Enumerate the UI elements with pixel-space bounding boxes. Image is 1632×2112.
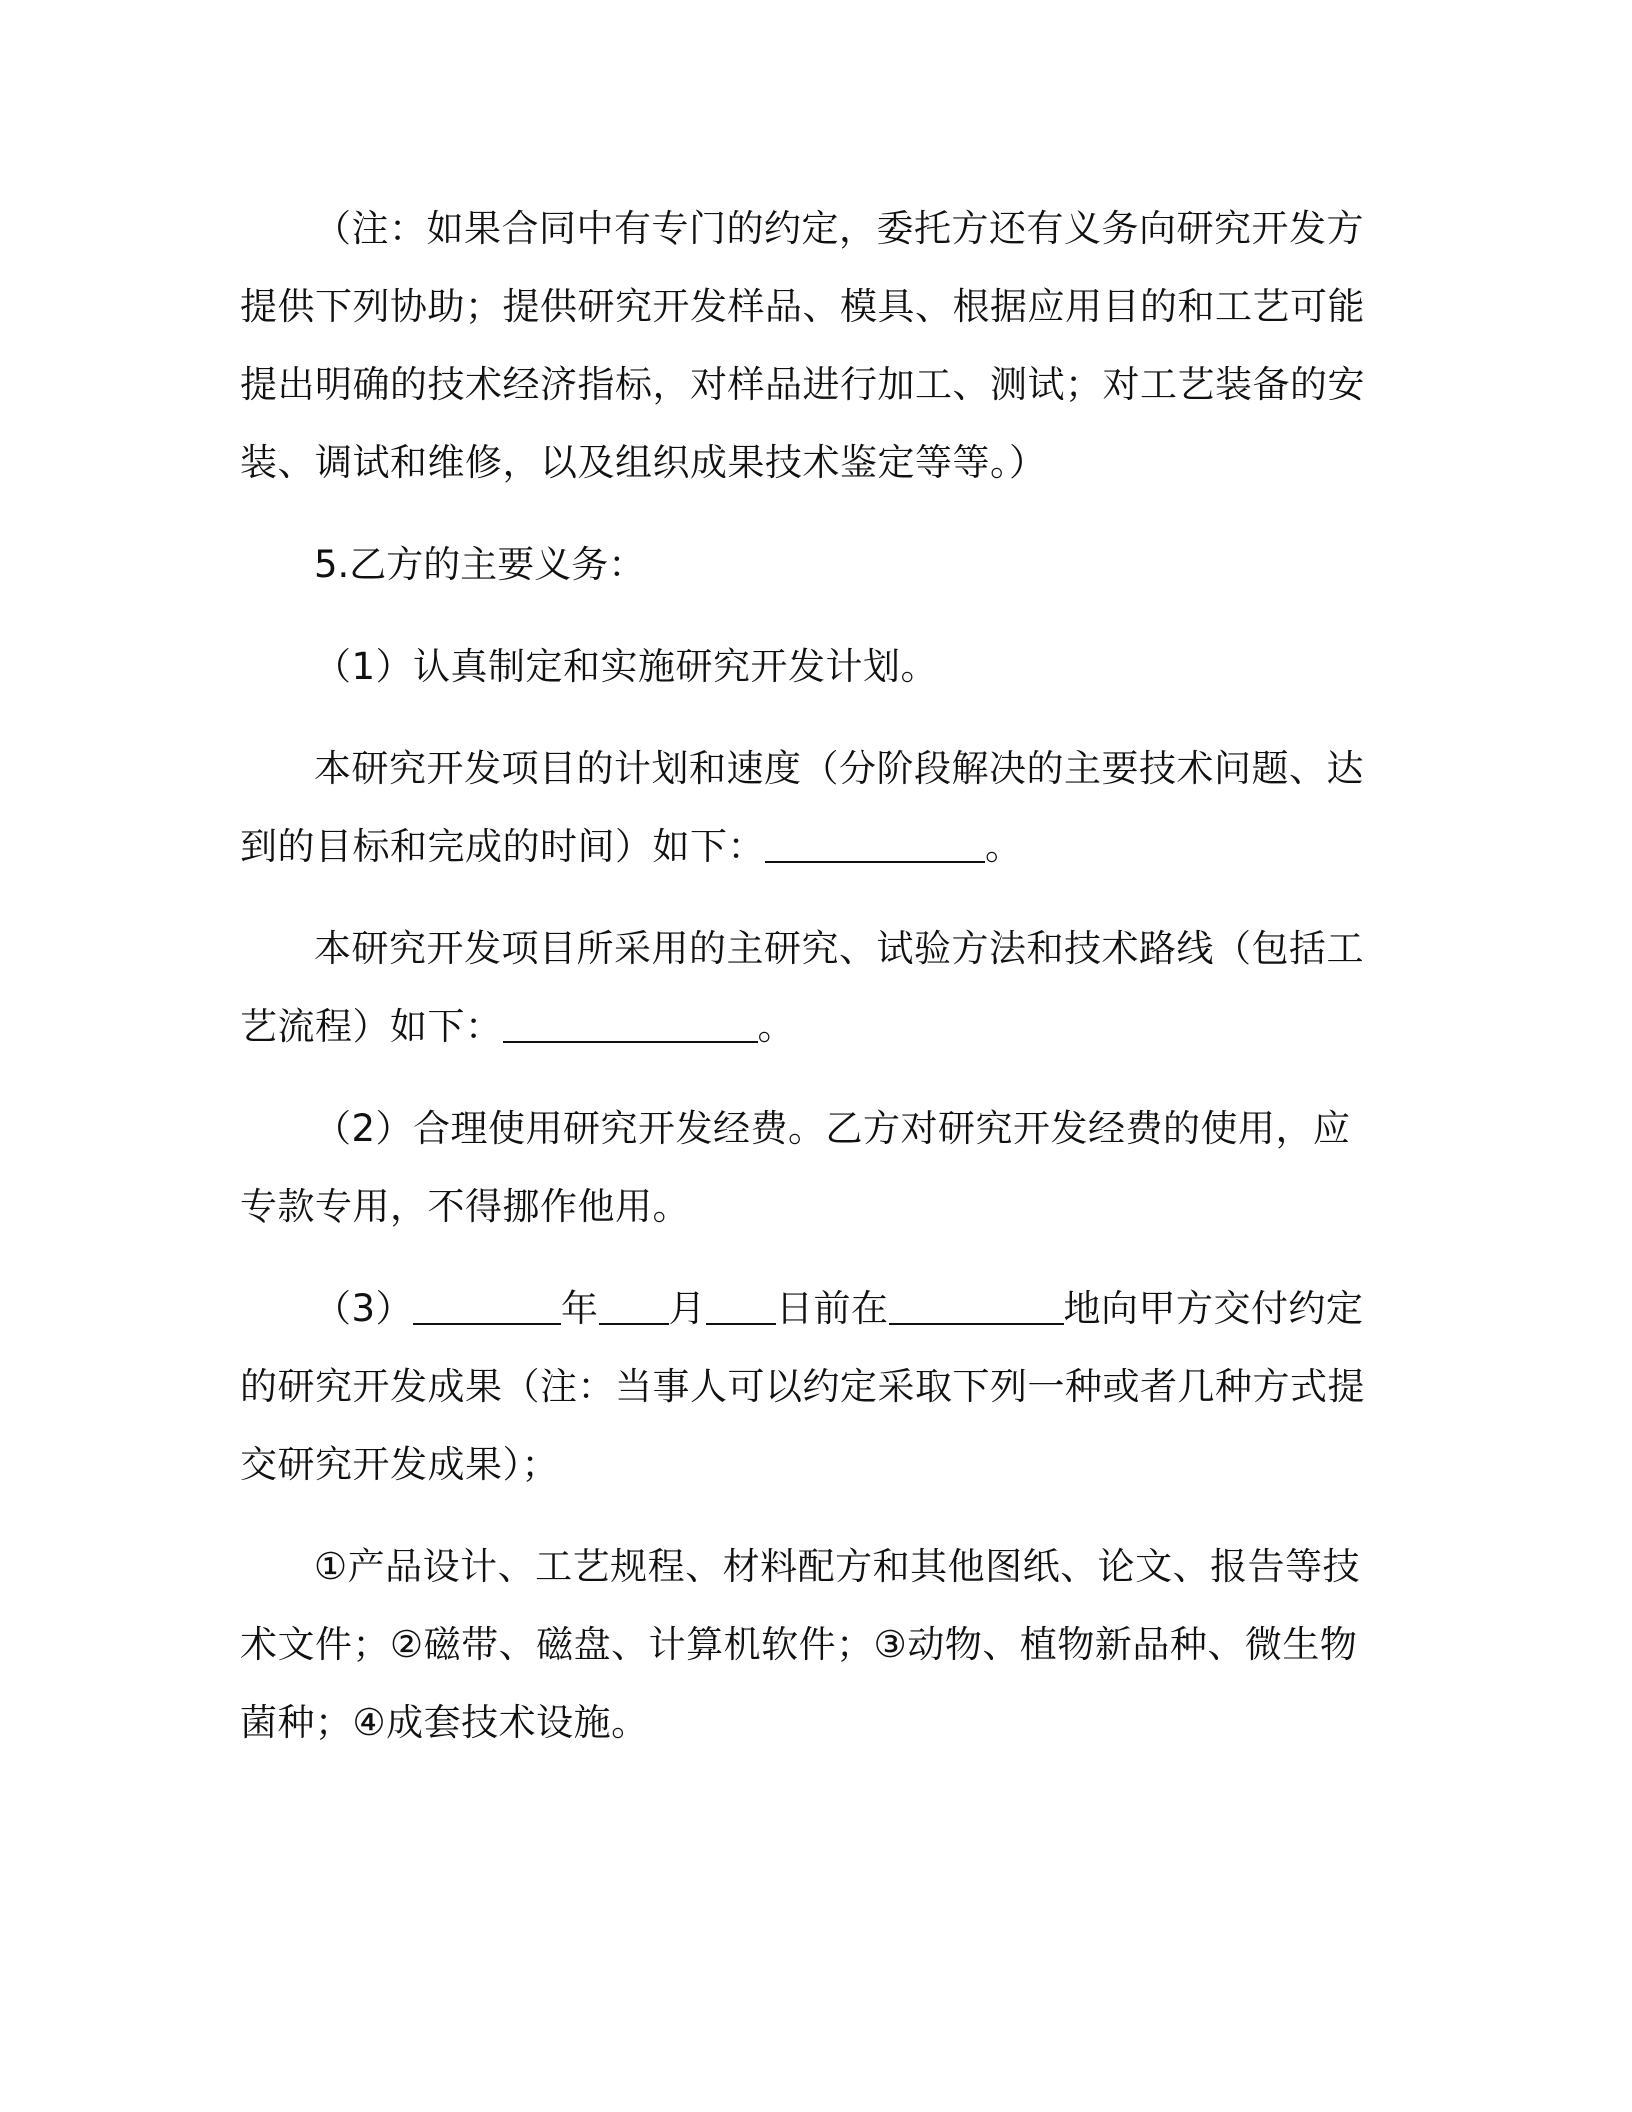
- delivery-methods-list: ①产品设计、工艺规程、材料配方和其他图纸、论文、报告等技术文件；②磁带、磁盘、计算机软件；③动物、植物新品种、微生物菌种；④成套技术设施。: [240, 1545, 1361, 1744]
- method-text: 本研究开发项目所采用的主研究、试验方法和技术路线（包括工艺流程）如下：: [240, 927, 1364, 1048]
- place-blank: [889, 1286, 1064, 1325]
- method-paragraph: [240, 910, 1380, 1066]
- obligation-item-2: （2）合理使用研究开发经费。乙方对研究开发经费的使用，应专款专用，不得挪作他用。: [240, 1107, 1351, 1228]
- month-label: 月: [668, 1287, 707, 1330]
- item3-prefix: （3）: [314, 1287, 414, 1330]
- year-label: 年: [561, 1287, 599, 1330]
- note-paragraph: （注：如果合同中有专门的约定，委托方还有义务向研究开发方提供下列协助；提供研究开发样品、模具、根据应用目的和工艺可能提出明确的技术经济指标，对样品进行加工、测试；对工艺装备的安装、调试和维修，以及组织成果技术鉴定等等。）: [240, 207, 1365, 484]
- obligation-item-1: （1）认真制定和实施研究开发计划。: [314, 645, 939, 688]
- obligation-item-3: [240, 1270, 1380, 1504]
- plan-blank: [765, 824, 985, 863]
- day-label: 日前在: [776, 1287, 889, 1330]
- document-body: [240, 190, 1380, 1786]
- month-blank: [599, 1286, 669, 1325]
- year-blank: [413, 1286, 561, 1325]
- plan-text: 本研究开发项目的计划和速度（分阶段解决的主要技术问题、达到的目标和完成的时间）如下：: [240, 747, 1364, 868]
- section-heading-5: 5.乙方的主要义务：: [314, 543, 646, 586]
- method-blank: [503, 1004, 758, 1043]
- day-blank: [706, 1286, 776, 1325]
- plan-paragraph: [240, 730, 1380, 886]
- plan-end: 。: [985, 825, 1023, 868]
- item3-rest: 地向甲方交付约定的研究开发成果（注：当事人可以约定采取下列一种或者几种方式提交研究开发成果）；: [240, 1287, 1365, 1486]
- method-end: 。: [757, 1005, 795, 1048]
